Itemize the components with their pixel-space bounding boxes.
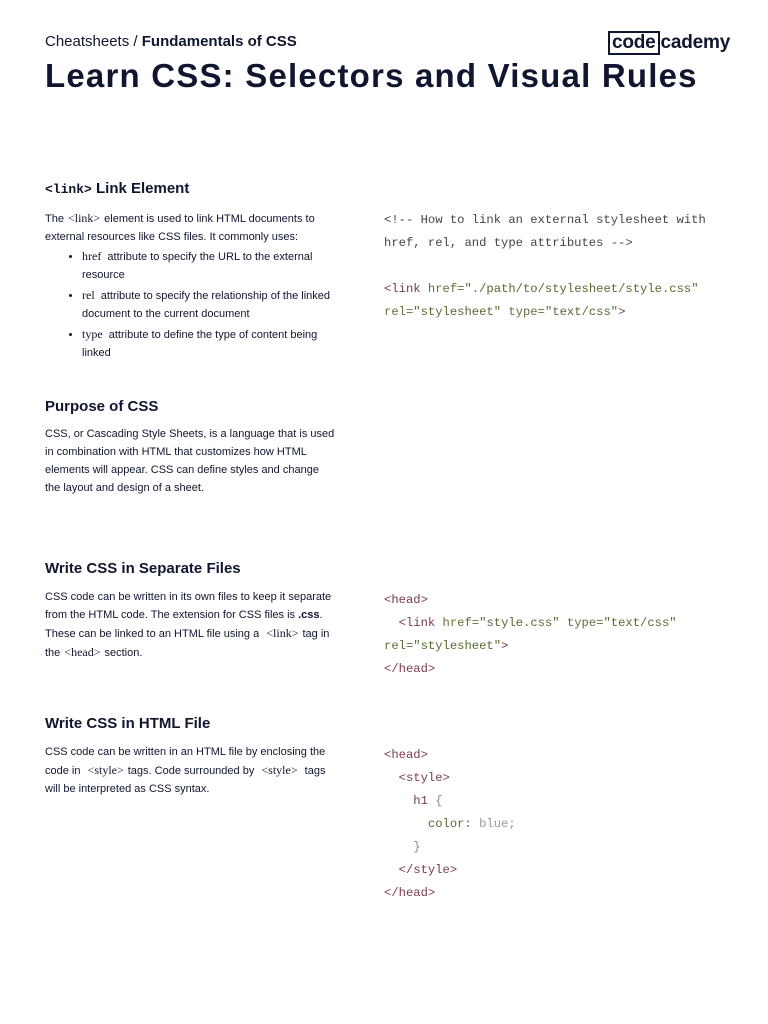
page-title: Learn CSS: Selectors and Visual Rules	[45, 57, 698, 94]
logo-cademy-text: cademy	[660, 32, 731, 53]
desc-text: tag in the	[45, 628, 330, 659]
inline-tag: <style>	[87, 763, 124, 777]
codecademy-logo[interactable]	[608, 31, 730, 55]
desc-text: tags will be interpreted as CSS syntax.	[45, 765, 326, 795]
code-attr: href=	[427, 282, 465, 296]
separate-files-description	[45, 588, 335, 662]
code-attr: type=	[508, 305, 545, 319]
code-tag: <link	[398, 616, 436, 630]
desc-text: tags. Code surrounded by	[127, 765, 255, 777]
code-block-link-element[interactable]	[384, 209, 706, 324]
code-tag: <style>	[398, 771, 450, 785]
code-string: "./path/to/stylesheet/style.css"	[464, 282, 699, 296]
attr-desc: attribute to specify the relationship of the linked document to the current document	[82, 290, 331, 320]
code-tag: </head>	[384, 662, 436, 676]
breadcrumb	[45, 33, 297, 50]
file-extension: .css	[298, 609, 320, 621]
code-brace: {	[435, 794, 443, 808]
attr-name: href	[82, 249, 102, 263]
desc-text: The	[45, 213, 64, 225]
code-tag: </style>	[398, 863, 458, 877]
breadcrumb-separator: /	[133, 33, 138, 50]
desc-text: section.	[104, 647, 143, 659]
desc-text: CSS code can be written in an HTML file by enclosing the code in	[45, 746, 326, 777]
code-tag: </head>	[384, 886, 436, 900]
code-string: "text/css"	[603, 616, 677, 630]
logo-code-box: code	[608, 31, 660, 55]
code-property: color:	[427, 817, 472, 831]
attr-name: type	[82, 327, 103, 341]
inline-tag: <style>	[261, 763, 298, 777]
desc-text: element is used to link HTML documents to external resources like CSS files. It commonly uses:	[45, 213, 315, 243]
code-value: blue;	[479, 817, 516, 831]
code-tag-close: >	[501, 639, 509, 653]
code-attr: rel=	[384, 639, 414, 653]
code-string: "text/css"	[544, 305, 619, 319]
list-item	[82, 325, 335, 362]
attribute-list	[45, 247, 335, 362]
section-title-separate-files: Write CSS in Separate Files	[45, 560, 241, 577]
code-string: "stylesheet"	[413, 305, 502, 319]
section-title-in-html-file: Write CSS in HTML File	[45, 715, 211, 732]
code-attr: type=	[566, 616, 604, 630]
section-title-purpose: Purpose of CSS	[45, 398, 159, 415]
code-string: "style.css"	[479, 616, 560, 630]
code-tag: <link	[384, 282, 421, 296]
code-string: "stylesheet"	[413, 639, 502, 653]
inline-tag: <link>	[266, 626, 299, 640]
code-comment: href, rel, and type attributes -->	[384, 236, 633, 250]
in-html-file-description	[45, 743, 335, 798]
attr-desc: attribute to specify the URL to the external resource	[82, 251, 313, 281]
desc-text: CSS code can be written in its own files to keep it separate from the HTML code. The extension for CSS files is	[45, 591, 332, 621]
code-comment: <!-- How to link an external stylesheet with	[384, 213, 706, 227]
inline-tag: <link>	[67, 211, 101, 225]
code-attr: href=	[442, 616, 480, 630]
section-title-text: Link Element	[95, 180, 190, 197]
code-tag: <head>	[384, 593, 428, 607]
link-element-description	[45, 209, 335, 364]
code-block-in-html-file[interactable]	[384, 744, 516, 905]
code-selector: h1	[413, 794, 428, 808]
desc-text: . These can be linked to an HTML file using a	[45, 609, 323, 640]
code-block-separate-files[interactable]	[384, 589, 677, 681]
breadcrumb-current: Fundamentals of CSS	[141, 33, 297, 50]
section-title-link-element	[45, 180, 189, 197]
attr-name: rel	[82, 288, 95, 302]
section-title-tag: <link>	[45, 182, 92, 197]
attr-desc: attribute to define the type of content being linked	[82, 329, 318, 359]
list-item	[82, 247, 335, 284]
inline-tag: <head>	[64, 645, 101, 659]
code-tag: <head>	[384, 748, 428, 762]
code-attr: rel=	[384, 305, 414, 319]
list-item	[82, 286, 335, 323]
code-brace: }	[413, 840, 421, 854]
purpose-description: CSS, or Cascading Style Sheets, is a language that is used in combination with HTML that customizes how HTML elements will appear. CSS can define styles and change the layout and design of a sheet.	[45, 428, 335, 494]
code-tag-close: >	[618, 305, 626, 319]
breadcrumb-parent-link[interactable]: Cheatsheets	[45, 33, 130, 50]
